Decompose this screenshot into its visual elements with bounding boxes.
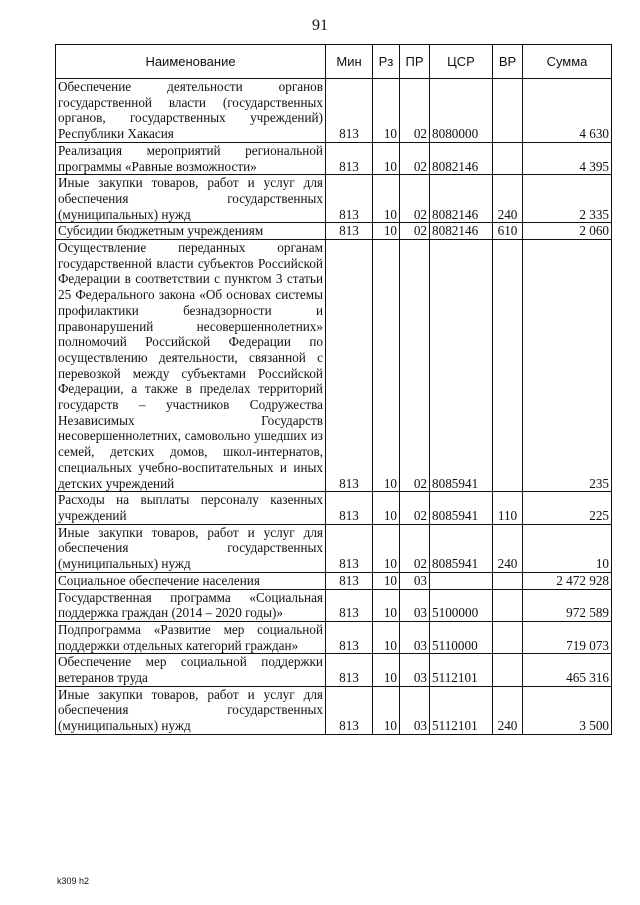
cell-sum: 2 060 <box>523 223 612 240</box>
cell-csr: 5110000 <box>430 621 493 653</box>
cell-sum: 972 589 <box>523 589 612 621</box>
table-row <box>56 142 612 174</box>
cell-csr: 5100000 <box>430 589 493 621</box>
cell-csr: 8085941 <box>430 492 493 524</box>
cell-csr: 8082146 <box>430 223 493 240</box>
cell-vr <box>493 589 523 621</box>
cell-name: Осуществление переданных органам государственной власти субъектов Российской Федерации в соответствии с пунктом 3 статьи 25 Федерального закона «Об основах системы профилактики безнадзорности и правонарушений несовершеннолетних» полномочий Российской Федерации по осуществлению деятельности, связанной с перевозкой между субъектами Российской Федерации, а также в пределах территорий государств – участников Содружества Независимых Государств несовершеннолетних, самовольно ушедших из семей, детских домов, школ-интернатов, специальных учебно-воспитательных и иных детских учреждений <box>56 240 326 492</box>
cell-vr <box>493 79 523 143</box>
cell-vr <box>493 240 523 492</box>
table-row <box>56 621 612 653</box>
cell-name: Субсидии бюджетным учреждениям <box>56 223 326 240</box>
cell-min: 813 <box>326 654 373 686</box>
cell-rz: 10 <box>373 654 400 686</box>
cell-name: Иные закупки товаров, работ и услуг для обеспечения государственных (муниципальных) нужд <box>56 524 326 572</box>
table-row <box>56 524 612 572</box>
cell-vr <box>493 654 523 686</box>
cell-csr: 8082146 <box>430 142 493 174</box>
cell-vr: 240 <box>493 524 523 572</box>
cell-sum: 235 <box>523 240 612 492</box>
cell-csr: 5112101 <box>430 686 493 734</box>
cell-min: 813 <box>326 589 373 621</box>
footer-code: k309 h2 <box>57 876 90 886</box>
cell-csr: 8085941 <box>430 240 493 492</box>
cell-sum: 4 630 <box>523 79 612 143</box>
cell-rz: 10 <box>373 142 400 174</box>
header-row <box>56 45 612 79</box>
cell-name: Подпрограмма «Развитие мер социальной поддержки отдельных категорий граждан» <box>56 621 326 653</box>
cell-pr: 02 <box>400 79 430 143</box>
cell-rz: 10 <box>373 572 400 589</box>
cell-name: Социальное обеспечение населения <box>56 572 326 589</box>
cell-rz: 10 <box>373 686 400 734</box>
cell-vr <box>493 572 523 589</box>
table-row <box>56 240 612 492</box>
header-vr: ВР <box>493 45 523 79</box>
page-number: 91 <box>312 17 328 34</box>
header-min: Мин <box>326 45 373 79</box>
table-row <box>56 686 612 734</box>
cell-sum: 10 <box>523 524 612 572</box>
cell-sum: 2 335 <box>523 175 612 223</box>
cell-sum: 225 <box>523 492 612 524</box>
cell-min: 813 <box>326 175 373 223</box>
cell-name: Обеспечение деятельности органов государственной власти (государственных органов, государственных учреждений) Республики Хакасия <box>56 79 326 143</box>
cell-min: 813 <box>326 492 373 524</box>
cell-min: 813 <box>326 142 373 174</box>
cell-sum: 2 472 928 <box>523 572 612 589</box>
table-row <box>56 492 612 524</box>
cell-rz: 10 <box>373 175 400 223</box>
cell-min: 813 <box>326 621 373 653</box>
cell-min: 813 <box>326 686 373 734</box>
table-row <box>56 175 612 223</box>
cell-rz: 10 <box>373 524 400 572</box>
cell-vr: 610 <box>493 223 523 240</box>
cell-vr: 110 <box>493 492 523 524</box>
cell-csr <box>430 572 493 589</box>
cell-vr: 240 <box>493 175 523 223</box>
cell-rz: 10 <box>373 79 400 143</box>
budget-table <box>55 44 612 735</box>
header-pr: ПР <box>400 45 430 79</box>
cell-pr: 03 <box>400 654 430 686</box>
cell-pr: 03 <box>400 686 430 734</box>
cell-vr <box>493 142 523 174</box>
cell-pr: 02 <box>400 524 430 572</box>
cell-vr <box>493 621 523 653</box>
cell-name: Иные закупки товаров, работ и услуг для обеспечения государственных (муниципальных) нужд <box>56 686 326 734</box>
cell-sum: 4 395 <box>523 142 612 174</box>
cell-pr: 03 <box>400 589 430 621</box>
cell-rz: 10 <box>373 223 400 240</box>
cell-min: 813 <box>326 524 373 572</box>
cell-sum: 719 073 <box>523 621 612 653</box>
cell-name: Иные закупки товаров, работ и услуг для обеспечения государственных (муниципальных) нужд <box>56 175 326 223</box>
table-row <box>56 223 612 240</box>
cell-min: 813 <box>326 572 373 589</box>
cell-pr: 02 <box>400 492 430 524</box>
cell-rz: 10 <box>373 589 400 621</box>
header-sum: Сумма <box>523 45 612 79</box>
cell-sum: 465 316 <box>523 654 612 686</box>
cell-csr: 8082146 <box>430 175 493 223</box>
cell-vr: 240 <box>493 686 523 734</box>
cell-rz: 10 <box>373 240 400 492</box>
cell-min: 813 <box>326 79 373 143</box>
header-name: Наименование <box>56 45 326 79</box>
table-row <box>56 589 612 621</box>
table-row <box>56 79 612 143</box>
cell-csr: 8080000 <box>430 79 493 143</box>
cell-pr: 02 <box>400 175 430 223</box>
cell-name: Расходы на выплаты персоналу казенных учреждений <box>56 492 326 524</box>
header-csr: ЦСР <box>430 45 493 79</box>
cell-name: Государственная программа «Социальная поддержка граждан (2014 – 2020 годы)» <box>56 589 326 621</box>
cell-sum: 3 500 <box>523 686 612 734</box>
table-row <box>56 654 612 686</box>
cell-pr: 02 <box>400 240 430 492</box>
cell-pr: 02 <box>400 223 430 240</box>
cell-pr: 02 <box>400 142 430 174</box>
cell-min: 813 <box>326 240 373 492</box>
cell-rz: 10 <box>373 492 400 524</box>
table-row <box>56 572 612 589</box>
cell-name: Реализация мероприятий региональной программы «Равные возможности» <box>56 142 326 174</box>
cell-csr: 8085941 <box>430 524 493 572</box>
cell-csr: 5112101 <box>430 654 493 686</box>
cell-min: 813 <box>326 223 373 240</box>
cell-pr: 03 <box>400 621 430 653</box>
header-rz: Рз <box>373 45 400 79</box>
cell-name: Обеспечение мер социальной поддержки ветеранов труда <box>56 654 326 686</box>
cell-pr: 03 <box>400 572 430 589</box>
cell-rz: 10 <box>373 621 400 653</box>
